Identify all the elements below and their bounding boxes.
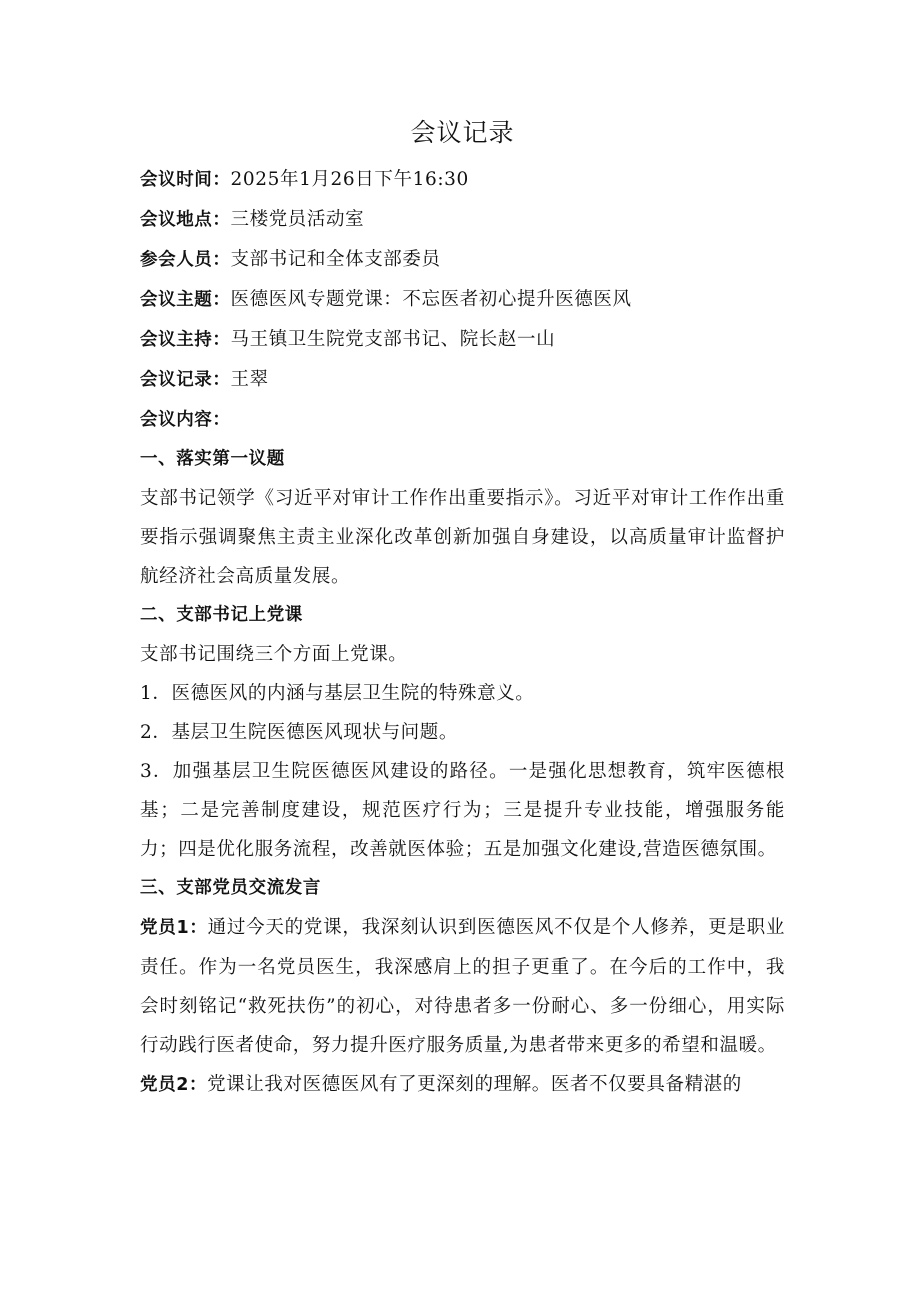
section-2-item-1: 1．医德医风的内涵与基层卫生院的特殊意义。 xyxy=(140,683,535,704)
meeting-host-label: 会议主持： xyxy=(140,330,231,350)
document-body xyxy=(140,160,785,1105)
meeting-theme-label: 会议主题： xyxy=(140,290,231,310)
section-2-intro: 支部书记围绕三个方面上党课。 xyxy=(140,644,408,665)
meeting-host-line xyxy=(140,320,785,360)
member-1-speech xyxy=(140,908,785,1065)
member-1-text: 通过今天的党课，我深刻认识到医德医风不仅是个人修养，更是职业责任。作为一名党员医生，我深感肩上的担子更重了。在今后的工作中，我会时刻铭记“救死扶伤”的初心，对待患者多一份耐心、多一份细心，用实际行动践行医者使命，努力提升医疗服务质量,为患者带来更多的希望和温暖。 xyxy=(140,917,785,1056)
meeting-content-label: 会议内容： xyxy=(140,410,231,430)
meeting-time-value: 2025年1月26日下午16:30 xyxy=(230,169,469,190)
meeting-place-value: 三楼党员活动室 xyxy=(230,209,365,230)
section-2-item-3: 3．加强基层卫生院医德医风建设的路径。一是强化思想教育，筑牢医德根基；二是完善制度建设，规范医疗行为；三是提升专业技能，增强服务能力；四是优化服务流程，改善就医体验；五是加强文化建设,营造医德氛围。 xyxy=(140,761,785,860)
member-2-speech xyxy=(140,1065,785,1105)
meeting-theme-line xyxy=(140,280,785,320)
section-1-heading: 一、落实第一议题 xyxy=(140,449,285,469)
member-2-text: 党课让我对医德医风有了更深刻的理解。医者不仅要具备精湛的 xyxy=(207,1074,742,1095)
meeting-time-label: 会议时间： xyxy=(140,170,231,190)
meeting-place-label: 会议地点： xyxy=(140,210,231,230)
attendees-line xyxy=(140,240,785,280)
section-2-heading: 二、支部书记上党课 xyxy=(140,605,303,625)
meeting-host-value: 马王镇卫生院党支部书记、院长赵一山 xyxy=(230,329,556,350)
meeting-time-line xyxy=(140,160,785,200)
attendees-value: 支部书记和全体支部委员 xyxy=(230,249,441,270)
attendees-label: 参会人员： xyxy=(140,250,231,270)
section-2-item-2: 2．基层卫生院医德医风现状与问题。 xyxy=(140,722,458,743)
document-title: 会议记录 xyxy=(410,118,515,147)
meeting-recorder-value: 王翠 xyxy=(230,369,269,390)
meeting-recorder-label: 会议记录： xyxy=(140,370,231,390)
section-3-heading: 三、支部党员交流发言 xyxy=(140,878,321,898)
section-1-text: 支部书记领学《习近平对审计工作作出重要指示》。习近平对审计工作作出重要指示强调聚焦主责主业深化改革创新加强自身建设，以高质量审计监督护航经济社会高质量发展。 xyxy=(140,488,785,587)
member-2-label: 党员2： xyxy=(140,1075,208,1095)
meeting-recorder-line xyxy=(140,360,785,400)
member-1-label: 党员1： xyxy=(140,918,208,938)
meeting-theme-value: 医德医风专题党课：不忘医者初心提升医德医风 xyxy=(230,289,632,310)
meeting-content-line xyxy=(140,400,785,440)
meeting-place-line xyxy=(140,200,785,240)
